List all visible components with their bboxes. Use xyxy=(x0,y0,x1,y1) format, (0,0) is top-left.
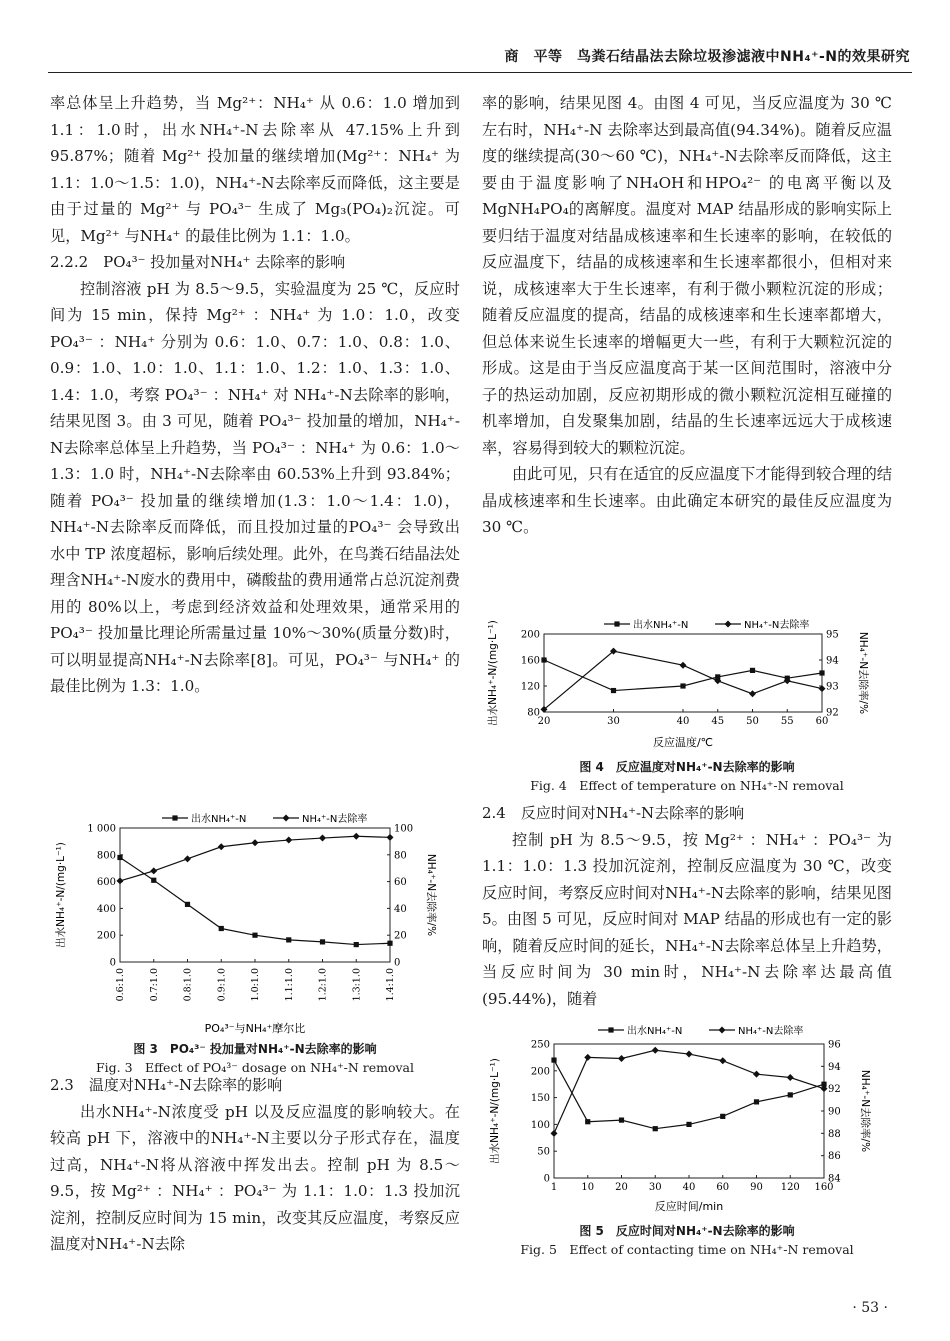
fig5-xlabel: 反应时间/min xyxy=(654,1200,724,1213)
fig4-series-1-point xyxy=(541,657,546,662)
fig3-series-2-point xyxy=(387,834,394,841)
fig4-xtick-label: 50 xyxy=(746,716,759,727)
fig3-xtick-label: 1.4:1.0 xyxy=(385,968,396,1002)
fig5-series-1-point xyxy=(686,1122,691,1127)
fig4-series-1-point xyxy=(819,670,824,675)
fig5-series-1-point xyxy=(585,1119,590,1124)
section-2-3-heading: 2.3 温度对NH₄⁺-N去除率的影响 xyxy=(50,1076,283,1094)
fig4-xtick-label: 55 xyxy=(780,716,794,727)
fig5-y2tick-label: 94 xyxy=(828,1061,841,1073)
right-column xyxy=(482,90,892,541)
fig4-y2tick-label: 95 xyxy=(826,629,839,641)
page-number: · 53 · xyxy=(852,1300,888,1316)
fig5-ylabel: 出水NH₄⁺-N/(mg·L⁻¹) xyxy=(489,1058,501,1164)
fig5-ytick-label: 200 xyxy=(530,1066,550,1078)
fig3-y2tick-label: 20 xyxy=(394,930,407,942)
fig3-chart xyxy=(50,812,460,1038)
fig4-ylabel: 出水NH₄⁺-N/(mg·L⁻¹) xyxy=(487,620,499,726)
header-rule xyxy=(48,72,912,73)
fig4-y2label: NH₄⁺-N去除率/% xyxy=(857,631,869,715)
fig3-xtick-label: 0.7:1.0 xyxy=(148,968,160,1002)
right-paragraph-1: 率的影响，结果见图 4。由图 4 可见，当反应温度为 30 ℃ 左右时，NH₄⁺-N 去除率达到最高值(94.34%)。随着反应温度的继续提高(30～60 ℃)，NH₄⁺-N去除率反而降低，这主要由于温度影响了NH₄OH和HPO₄²⁻ 的电离平衡以及MgNH₄PO₄的离解度。温度对 MAP 结晶形成的影响实际上要归结于温度对结晶成核速率和生长速率的影响，在较低的反应温度下，结晶的成核速率和生长速率都很小，但相对来说，成核速率大于生长速率，有利于微小颗粒沉淀的形成；随着反应温度的提高，结晶的成核速率和生长速率都增大，但总体来说生长速率的增幅更大一些，有利于大颗粒沉淀的形成。这是由于当反应温度高于某一区间范围时，溶液中分子的热运动加剧，反应初期形成的微小颗粒沉淀相互碰撞的机率增加，自发聚集加剧，结晶的生长速率远远大于成核速率，容易得到较大的颗粒沉淀。 xyxy=(482,94,892,457)
fig3-series-1-point xyxy=(252,933,257,938)
fig4-y2tick-label: 94 xyxy=(826,655,839,667)
left-paragraph-1: 率总体呈上升趋势，当 Mg²⁺：NH₄⁺ 从 0.6：1.0 增加到1.1：1.0时，出水NH₄⁺-N去除率从 47.15%上升到 95.87%；随着 Mg²⁺ 投加量的继续增加(Mg²⁺：NH₄⁺ 为1.1：1.0～1.5：1.0)，NH₄⁺-N去除率反而降低，这主要是由于过量的 Mg²⁺ 与 PO₄³⁻ 生成了 Mg₃(PO₄)₂沉淀。可见，Mg²⁺ 与NH₄⁺ 的最佳比例为 1.1：1.0。 xyxy=(50,94,460,245)
fig4-ytick-label: 80 xyxy=(527,707,540,719)
fig3-series-1-point xyxy=(387,941,392,946)
figure-5 xyxy=(482,1022,892,1258)
fig3-series-2-point xyxy=(319,835,326,842)
fig5-xtick-label: 60 xyxy=(716,1182,730,1193)
fig3-series-2-point xyxy=(285,837,292,844)
right-paragraph-2: 由此可见，只有在适宜的反应温度下才能得到较合理的结晶成核速率和生长速率。由此确定本研究的最佳反应温度为 30 ℃。 xyxy=(482,465,892,536)
fig3-legend-label: 出水NH₄⁺-N xyxy=(191,814,247,825)
fig5-xtick-label: 20 xyxy=(615,1182,628,1193)
fig4-series-1-point xyxy=(611,688,616,693)
fig3-series-1-point xyxy=(151,878,156,883)
fig5-series-1-point xyxy=(754,1099,759,1104)
fig4-series-2-point xyxy=(680,662,687,669)
fig5-series-1-point xyxy=(720,1114,725,1119)
section-2-2-2-heading: 2.2.2 PO₄³⁻ 投加量对NH₄⁺ 去除率的影响 xyxy=(50,253,346,271)
fig5-series-1-point xyxy=(619,1118,624,1123)
fig3-xtick-label: 1.3:1.0 xyxy=(351,968,363,1002)
section-2-4-heading: 2.4 反应时间对NH₄⁺-N去除率的影响 xyxy=(482,804,745,822)
fig4-y2tick-label: 93 xyxy=(826,681,839,693)
fig4-caption-zh: 图 4 反应温度对NH₄⁺-N去除率的影响 xyxy=(579,760,795,774)
fig3-legend-marker xyxy=(283,815,290,822)
fig4-ytick-label: 200 xyxy=(520,629,540,641)
fig5-series-2-point xyxy=(652,1047,659,1054)
fig4-ytick-label: 160 xyxy=(520,655,540,667)
fig5-series-2-point xyxy=(618,1055,625,1062)
fig4-series-1-point xyxy=(750,668,755,673)
fig5-y2tick-label: 86 xyxy=(828,1151,841,1163)
fig5-y2label: NH₄⁺-N去除率/% xyxy=(859,1069,871,1153)
fig5-xtick-label: 160 xyxy=(814,1182,834,1193)
fig5-legend-label: 出水NH₄⁺-N xyxy=(627,1026,683,1037)
fig5-ytick-label: 250 xyxy=(530,1039,550,1051)
fig5-plot-frame xyxy=(554,1044,824,1178)
fig5-legend-marker xyxy=(608,1027,613,1032)
fig5-y2tick-label: 92 xyxy=(828,1084,841,1096)
fig3-y2tick-label: 40 xyxy=(394,903,407,915)
fig3-series-1-point xyxy=(286,937,291,942)
fig5-series-1-point xyxy=(653,1126,658,1131)
fig5-series-2-point xyxy=(719,1057,726,1064)
fig3-series-1-point xyxy=(185,902,190,907)
fig4-legend-label: NH₄⁺-N去除率 xyxy=(744,620,810,631)
running-header xyxy=(0,44,950,78)
fig4-series-1-point xyxy=(680,683,685,688)
fig3-series-2-point xyxy=(150,867,157,874)
fig5-xtick-label: 120 xyxy=(780,1182,800,1193)
fig3-legend-label: NH₄⁺-N去除率 xyxy=(302,814,368,825)
fig4-xtick-label: 40 xyxy=(676,716,690,727)
fig3-legend-marker xyxy=(172,815,177,820)
fig3-ylabel: 出水NH₄⁺-N/(mg·L⁻¹) xyxy=(55,842,67,948)
fig3-series-1-point xyxy=(354,942,359,947)
fig5-ytick-label: 150 xyxy=(530,1093,550,1105)
fig3-series-2-point xyxy=(117,877,124,884)
fig5-y2tick-label: 90 xyxy=(828,1106,841,1118)
fig5-series-1-point xyxy=(551,1057,556,1062)
fig4-xtick-label: 60 xyxy=(815,716,829,727)
fig3-series-1-point xyxy=(117,855,122,860)
fig4-legend-marker xyxy=(614,621,619,626)
right-paragraph-3: 控制 pH 为 8.5～9.5，按 Mg²⁺ ：NH₄⁺ ：PO₄³⁻ 为 1.1：1.0：1.3 投加沉淀剂，控制反应温度为 30 ℃，改变反应时间，考察反应时间对NH₄⁺-N去除率的影响，结果见图 5。由图 5 可见，反应时间对 MAP 结晶的形成也有一定的影响，随着反应时间的延长，NH₄⁺-N去除率总体呈上升趋势，当反应时间为 30 min时，NH₄⁺-N去除率达最高值(95.44%)，随着 xyxy=(482,830,892,1008)
fig4-caption-en: Fig. 4 Effect of temperature on NH₄⁺-N removal xyxy=(530,778,844,793)
fig3-series-2-point xyxy=(218,843,225,850)
fig3-xtick-label: 1.0:1.0 xyxy=(250,968,261,1002)
fig3-y2label: NH₄⁺-N去除率/% xyxy=(425,853,437,937)
fig3-series-2-point xyxy=(353,833,360,840)
fig4-legend-label: 出水NH₄⁺-N xyxy=(633,620,689,631)
fig3-series-2-point xyxy=(252,839,259,846)
fig5-y2tick-label: 96 xyxy=(828,1039,841,1051)
left-paragraph-2: 控制溶液 pH 为 8.5～9.5，实验温度为 25 ℃，反应时间为 15 min，保持 Mg²⁺ ：NH₄⁺ 为 1.0：1.0，改变PO₄³⁻ ：NH₄⁺ 分别为 0.6：1.0、0.7：1.0、0.8：1.0、0.9：1.0、1.0：1.0、1.1：1.0、1.2：1.0、1.3：1.0、1.4：1.0，考察 PO₄³⁻ ：NH₄⁺ 对 NH₄⁺-N去除率的影响，结果见图 3。由 3 可见，随着 PO₄³⁻ 投加量的增加，NH₄⁺-N去除率总体呈上升趋势，当 PO₄³⁻ ：NH₄⁺ 为 0.6：1.0～1.3：1.0 时，NH₄⁺-N去除率由 60.53%上升到 93.84%；随着 PO₄³⁻ 投加量的继续增加(1.3：1.0～1.4：1.0)，NH₄⁺-N去除率反而降低，而且投加过量的PO₄³⁻ 会导致出水中 TP 浓度超标，影响后续处理。此外，在鸟粪石结晶法处理含NH₄⁺-N废水的费用中，磷酸盐的费用通常占总沉淀剂费用的 80%以上，考虑到经济效益和处理效果，通常采用的PO₄³⁻ 投加量比理论所需量过量 10%～30%(质量分数)时，可以明显提高NH₄⁺-N去除率[8]。可见，PO₄³⁻ 与NH₄⁺ 的最佳比例为 1.3：1.0。 xyxy=(50,279,460,695)
fig5-series-2-point xyxy=(753,1071,760,1078)
fig5-legend-label: NH₄⁺-N去除率 xyxy=(738,1026,804,1037)
left-column xyxy=(50,90,460,700)
fig3-ytick-label: 1 000 xyxy=(87,823,116,835)
fig5-series-1-line xyxy=(554,1060,824,1129)
fig4-series-2-point xyxy=(749,690,756,697)
fig5-y2tick-label: 84 xyxy=(828,1173,841,1185)
fig3-ytick-label: 0 xyxy=(109,957,116,969)
fig5-y2tick-label: 88 xyxy=(828,1128,841,1140)
fig3-xlabel: PO₄³⁻与NH₄⁺摩尔比 xyxy=(204,1022,306,1035)
fig3-ytick-label: 800 xyxy=(96,850,116,862)
fig3-series-1-line xyxy=(120,857,390,944)
header-text: 商 平等 鸟粪石结晶法去除垃圾渗滤液中NH₄⁺-N的效果研究 xyxy=(504,49,910,65)
fig5-xtick-label: 40 xyxy=(682,1182,696,1193)
right-column-lower xyxy=(482,800,892,1012)
fig4-y2tick-label: 92 xyxy=(826,707,839,719)
fig5-series-1-point xyxy=(788,1092,793,1097)
figure-3 xyxy=(50,812,460,1076)
left-column-lower xyxy=(50,1072,460,1258)
fig3-caption-en: Fig. 3 Effect of PO₄³⁻ dosage on NH₄⁺-N removal xyxy=(95,1060,414,1075)
fig5-series-2-point xyxy=(584,1054,591,1061)
fig5-caption-en: Fig. 5 Effect of contacting time on NH₄⁺-N removal xyxy=(520,1242,854,1257)
fig3-caption-zh: 图 3 PO₄³⁻ 投加量对NH₄⁺-N去除率的影响 xyxy=(133,1042,377,1056)
fig3-xtick-label: 0.9:1.0 xyxy=(216,968,228,1002)
fig5-ytick-label: 0 xyxy=(543,1173,550,1185)
fig3-y2tick-label: 0 xyxy=(394,957,401,969)
left-paragraph-3: 出水NH₄⁺-N浓度受 pH 以及反应温度的影响较大。在较高 pH 下，溶液中的NH₄⁺-N主要以分子形式存在，温度过高，NH₄⁺-N将从溶液中挥发出去。控制 pH 为 8.5～9.5，按 Mg²⁺ ：NH₄⁺ ：PO₄³⁻ 为 1.1：1.0：1.3 投加沉淀剂，控制反应时间为 15 min，改变其反应温度，考察反应温度对NH₄⁺-N去除 xyxy=(50,1102,460,1253)
fig3-xtick-label: 0.8:1.0 xyxy=(182,968,194,1002)
fig3-ytick-label: 200 xyxy=(96,930,116,942)
fig3-xtick-label: 1.2:1.0 xyxy=(317,968,329,1002)
fig3-y2tick-label: 60 xyxy=(394,877,407,889)
fig5-ytick-label: 50 xyxy=(537,1146,550,1158)
fig5-caption-zh: 图 5 反应时间对NH₄⁺-N去除率的影响 xyxy=(579,1224,795,1238)
fig4-chart xyxy=(482,618,892,756)
fig3-ytick-label: 400 xyxy=(96,903,116,915)
fig5-xtick-label: 1 xyxy=(550,1182,558,1193)
fig5-series-2-point xyxy=(686,1051,693,1058)
fig4-xtick-label: 45 xyxy=(711,716,725,727)
fig5-legend-marker xyxy=(719,1027,726,1034)
fig4-xlabel: 反应温度/℃ xyxy=(652,736,714,749)
fig3-ytick-label: 600 xyxy=(96,877,116,889)
fig4-legend-marker xyxy=(725,621,732,628)
fig4-plot-frame xyxy=(544,634,822,712)
fig3-y2tick-label: 100 xyxy=(394,823,414,835)
fig4-series-2-line xyxy=(544,651,822,709)
fig4-xtick-label: 30 xyxy=(607,716,620,727)
fig3-xtick-label: 0.6:1.0 xyxy=(115,968,126,1002)
fig5-xtick-label: 90 xyxy=(750,1182,763,1193)
fig5-xtick-label: 30 xyxy=(648,1182,662,1193)
fig3-xtick-label: 1.1:1.0 xyxy=(283,968,295,1002)
fig3-plot-frame xyxy=(120,828,390,962)
fig3-series-2-point xyxy=(184,855,191,862)
fig3-series-1-point xyxy=(320,939,325,944)
fig4-ytick-label: 120 xyxy=(520,681,540,693)
fig3-y2tick-label: 80 xyxy=(394,850,407,862)
figure-4 xyxy=(482,618,892,794)
fig4-xtick-label: 20 xyxy=(537,716,551,727)
fig5-xtick-label: 10 xyxy=(581,1182,595,1193)
fig5-series-2-point xyxy=(551,1130,558,1137)
fig3-series-1-point xyxy=(219,926,224,931)
fig5-series-2-point xyxy=(787,1074,794,1081)
fig5-chart xyxy=(482,1022,892,1220)
fig5-ytick-label: 100 xyxy=(530,1119,550,1131)
